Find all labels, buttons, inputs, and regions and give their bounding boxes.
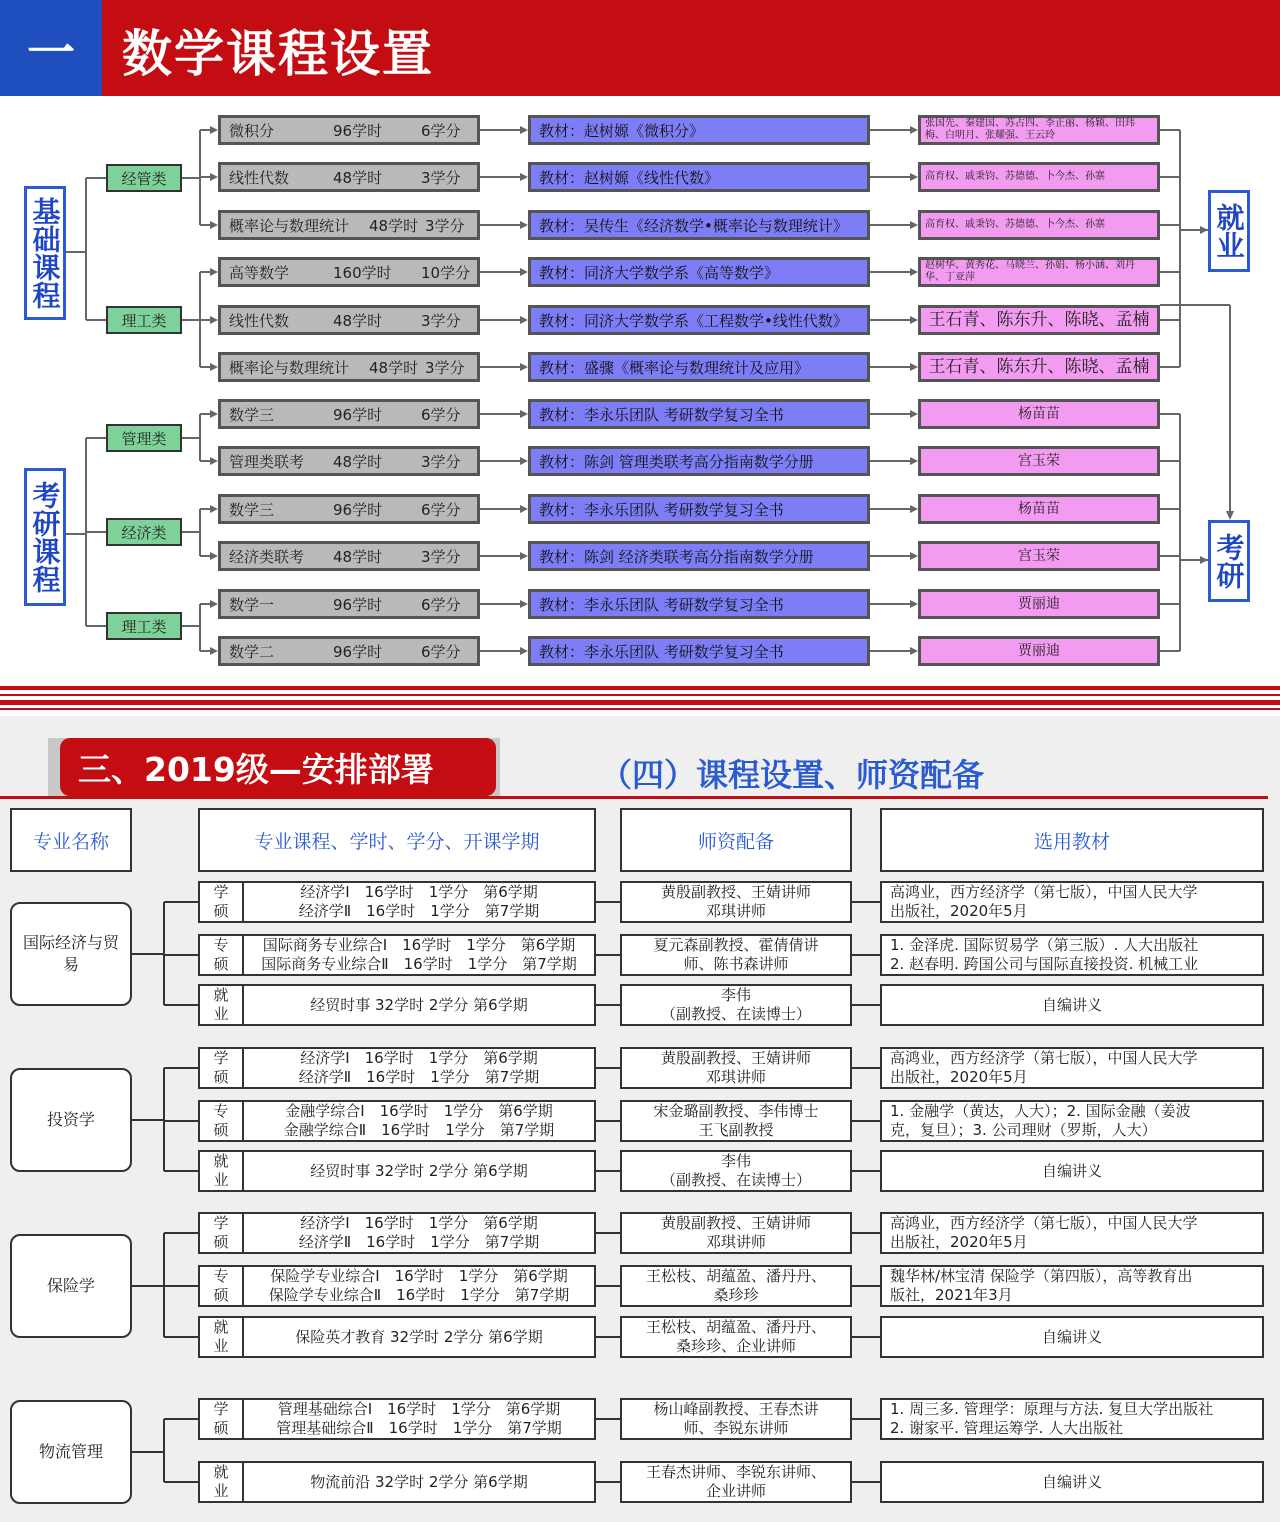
- track-tag-char: 硕: [213, 1121, 229, 1139]
- textbook-line: 自编讲义: [1041, 1327, 1102, 1346]
- track-tag-char: 硕: [213, 1419, 229, 1437]
- arrow-head: [520, 316, 528, 324]
- course-text: [244, 1214, 594, 1252]
- block-postgrad-courses: 考研课程: [24, 468, 66, 606]
- teacher-line: （副教授、在读博士）: [660, 1005, 811, 1023]
- group-econ-mgmt: 经管类: [106, 164, 182, 192]
- track-tag-char: 硕: [213, 902, 229, 920]
- arrow-head: [1226, 511, 1234, 520]
- section-tab-title: 三、2019级—安排部署: [60, 738, 496, 796]
- arrow-head: [910, 363, 918, 371]
- teacher-box: 贾丽迪: [918, 636, 1160, 666]
- section-title: 数学课程设置: [122, 25, 434, 83]
- textbook-box: 教材：同济大学数学系《工程数学•线性代数》: [528, 305, 870, 335]
- course-box: [218, 636, 480, 666]
- course-line: 经济学Ⅰ 16学时 1学分 第6学期: [300, 1049, 538, 1067]
- arrow-head: [520, 457, 528, 465]
- section-divider: [0, 686, 1280, 716]
- course-name: 管理类联考: [229, 452, 305, 471]
- course-hours: 160学时: [333, 263, 392, 282]
- header-teachers: 师资配备: [620, 808, 852, 872]
- course-name: 微积分: [229, 121, 275, 140]
- textbook-line: 高鸿业，西方经济学（第七版），中国人民大学: [890, 1049, 1198, 1067]
- textbook-line: 2. 赵春明. 跨国公司与国际直接投资. 机械工业: [890, 955, 1199, 973]
- group-sci-eng: 理工类: [106, 306, 182, 334]
- track-tag-char: 业: [213, 1005, 229, 1023]
- arrow-head: [520, 173, 528, 181]
- course-hours: 96学时: [333, 595, 383, 614]
- arrow-head: [520, 221, 528, 229]
- track-tag-char: 学: [213, 1049, 229, 1067]
- textbook-box: 教材：同济大学数学系《高等数学》: [528, 257, 870, 287]
- group-economics: 经济类: [106, 518, 182, 546]
- arrow-head: [1200, 226, 1208, 234]
- teacher-line: 黄殷副教授、王婧讲师: [660, 1049, 811, 1067]
- course-box: [218, 541, 480, 571]
- course-line: 保险学专业综合Ⅱ 16学时 1学分 第7学期: [268, 1286, 570, 1304]
- arrow-head: [210, 126, 218, 134]
- course-text: [244, 1463, 594, 1501]
- arrow-head: [520, 126, 528, 134]
- textbook-line: 版社，2021年3月: [890, 1286, 1013, 1304]
- teacher-line: 桑珍珍: [713, 1286, 759, 1304]
- track-tag: [200, 1102, 244, 1140]
- teacher-box: 杨苗苗: [918, 494, 1160, 524]
- course-credit: 3学分: [425, 358, 465, 377]
- arrow-head: [210, 410, 218, 418]
- course-credit: 3学分: [421, 168, 461, 187]
- teacher-cell: [620, 1150, 852, 1192]
- teacher-cell: [620, 1047, 852, 1089]
- course-line: 金融学综合Ⅱ 16学时 1学分 第7学期: [283, 1121, 555, 1139]
- textbook-line: 魏华林/林宝清 保险学（第四版），高等教育出: [890, 1267, 1193, 1285]
- arrow-head: [520, 410, 528, 418]
- track-tag-char: 硕: [213, 1068, 229, 1086]
- teacher-line: 王松枝、胡蕴盈、潘丹丹、: [645, 1267, 826, 1285]
- textbook-cell: [880, 1398, 1264, 1440]
- course-box: [218, 446, 480, 476]
- arrow-head: [1200, 556, 1208, 564]
- track-tag: [200, 1267, 244, 1305]
- teacher-line: 李伟: [720, 1152, 751, 1170]
- course-hours: 48学时: [333, 547, 383, 566]
- arrow-head: [910, 552, 918, 560]
- track-tag-char: 学: [213, 883, 229, 901]
- arrow-head: [910, 316, 918, 324]
- course-line: 经济学Ⅱ 16学时 1学分 第7学期: [298, 1068, 540, 1086]
- arrow-head: [210, 268, 218, 276]
- course-hours: 48学时: [333, 168, 383, 187]
- block-postgrad: 考研: [1208, 520, 1250, 602]
- course-text: [244, 1102, 594, 1140]
- textbook-line: 2. 谢家平. 管理运筹学. 人大出版社: [890, 1419, 1124, 1437]
- course-line: 经济学Ⅰ 16学时 1学分 第6学期: [300, 1214, 538, 1232]
- major-name: 保险学: [10, 1234, 132, 1338]
- course-credit: 6学分: [421, 121, 461, 140]
- course-box: [218, 494, 480, 524]
- course-hours: 48学时: [369, 358, 419, 377]
- teacher-box: 王石青、陈东升、陈晓、孟楠: [918, 305, 1160, 335]
- textbook-box: 教材：赵树嫄《线性代数》: [528, 162, 870, 192]
- arrow-head: [210, 316, 218, 324]
- teacher-line: 企业讲师: [705, 1482, 766, 1500]
- block-basic-courses: 基础课程: [24, 186, 66, 320]
- textbook-box: 教材：盛骤《概率论与数理统计及应用》: [528, 352, 870, 382]
- textbook-line: 出版社，2020年5月: [890, 1068, 1028, 1086]
- course-line: 国际商务专业综合Ⅰ 16学时 1学分 第6学期: [262, 936, 576, 954]
- teacher-line: 邓琪讲师: [705, 1068, 766, 1086]
- course-hours: 48学时: [333, 452, 383, 471]
- arrow-head: [210, 647, 218, 655]
- teacher-cell: [620, 934, 852, 976]
- track-tag-char: 专: [213, 1102, 229, 1120]
- course-line: 经济学Ⅱ 16学时 1学分 第7学期: [298, 902, 540, 920]
- course-row: [198, 1398, 596, 1440]
- course-name: 线性代数: [229, 168, 290, 187]
- course-box: [218, 162, 480, 192]
- course-line: 保险学专业综合Ⅰ 16学时 1学分 第6学期: [270, 1267, 568, 1285]
- course-line: 经济学Ⅱ 16学时 1学分 第7学期: [298, 1233, 540, 1251]
- course-name: 数学二: [229, 642, 275, 661]
- arrow-head: [520, 268, 528, 276]
- track-tag-char: 专: [213, 936, 229, 954]
- course-name: 经济类联考: [229, 547, 305, 566]
- arrangement-section: [0, 716, 1280, 1522]
- course-text: [244, 1400, 594, 1438]
- textbook-cell: [880, 984, 1264, 1026]
- arrow-head: [520, 363, 528, 371]
- textbook-cell: [880, 1100, 1264, 1142]
- textbook-cell: [880, 1150, 1264, 1192]
- textbook-box: 教材：李永乐团队 考研数学复习全书: [528, 589, 870, 619]
- teacher-line: 桑珍珍、企业讲师: [675, 1337, 796, 1355]
- course-credit: 3学分: [421, 311, 461, 330]
- course-line: 物流前沿 32学时 2学分 第6学期: [310, 1472, 528, 1491]
- course-name: 数学三: [229, 405, 275, 424]
- teacher-cell: [620, 1100, 852, 1142]
- course-line: 保险英才教育 32学时 2学分 第6学期: [295, 1327, 543, 1346]
- textbook-cell: [880, 1316, 1264, 1358]
- textbook-cell: [880, 1461, 1264, 1503]
- textbook-box: 教材：赵树嫄《微积分》: [528, 115, 870, 145]
- section-subtitle: （四）课程设置、师资配备: [600, 756, 985, 794]
- teacher-line: 师、李锐东讲师: [683, 1419, 789, 1437]
- arrow-head: [210, 600, 218, 608]
- course-box: [218, 399, 480, 429]
- textbook-box: 教材：吴传生《经济数学•概率论与数理统计》: [528, 210, 870, 240]
- teacher-box: 高育权、戚秉钧、苏德德、卜今杰、孙寨: [918, 210, 1160, 240]
- course-line: 国际商务专业综合Ⅱ 16学时 1学分 第7学期: [261, 955, 577, 973]
- textbook-cell: [880, 934, 1264, 976]
- track-tag-char: 业: [213, 1337, 229, 1355]
- teacher-cell: [620, 984, 852, 1026]
- textbook-line: 1. 金泽虎. 国际贸易学（第三版）. 人大出版社: [890, 936, 1199, 954]
- arrow-head: [210, 363, 218, 371]
- course-name: 线性代数: [229, 311, 290, 330]
- textbook-line: 自编讲义: [1041, 1472, 1102, 1491]
- textbook-box: 教材：李永乐团队 考研数学复习全书: [528, 636, 870, 666]
- arrow-head: [520, 552, 528, 560]
- arrow-head: [910, 600, 918, 608]
- textbook-cell: [880, 1047, 1264, 1089]
- textbook-line: 自编讲义: [1041, 995, 1102, 1014]
- textbook-cell: [880, 881, 1264, 923]
- track-tag-char: 就: [213, 1152, 229, 1170]
- teacher-box: 张国先、秦建国、苏占四、李正丽、杨颖、田玮梅、白明月、张耀强、王云玲: [918, 115, 1160, 145]
- teacher-box: 高育权、戚秉钧、苏德德、卜今杰、孙寨: [918, 162, 1160, 192]
- teacher-line: 邓琪讲师: [705, 1233, 766, 1251]
- course-credit: 6学分: [421, 405, 461, 424]
- teacher-box: 宫玉荣: [918, 541, 1160, 571]
- textbook-box: 教材：李永乐团队 考研数学复习全书: [528, 399, 870, 429]
- track-tag-char: 就: [213, 1318, 229, 1336]
- track-tag: [200, 1214, 244, 1252]
- course-row: [198, 984, 596, 1026]
- course-line: 金融学综合Ⅰ 16学时 1学分 第6学期: [285, 1102, 553, 1120]
- course-chart-section: [0, 0, 1280, 715]
- arrow-head: [520, 600, 528, 608]
- track-tag-char: 学: [213, 1214, 229, 1232]
- textbook-line: 1. 金融学（黄达，人大）；2. 国际金融（姜波: [890, 1102, 1191, 1120]
- course-hours: 96学时: [333, 642, 383, 661]
- teacher-cell: [620, 1265, 852, 1307]
- track-tag: [200, 1400, 244, 1438]
- textbook-line: 高鸿业，西方经济学（第七版），中国人民大学: [890, 1214, 1198, 1232]
- course-hours: 96学时: [333, 405, 383, 424]
- track-tag-char: 业: [213, 1171, 229, 1189]
- course-box: [218, 352, 480, 382]
- course-hours: 48学时: [333, 311, 383, 330]
- course-text: [244, 1152, 594, 1190]
- track-tag-char: 学: [213, 1400, 229, 1418]
- course-credit: 6学分: [421, 642, 461, 661]
- track-tag-char: 就: [213, 1463, 229, 1481]
- track-tag: [200, 1318, 244, 1356]
- header-courses: 专业课程、学时、学分、开课学期: [198, 808, 596, 872]
- course-text: [244, 1049, 594, 1087]
- textbook-line: 高鸿业，西方经济学（第七版），中国人民大学: [890, 883, 1198, 901]
- teacher-cell: [620, 1461, 852, 1503]
- arrow-head: [910, 457, 918, 465]
- arrow-head: [910, 173, 918, 181]
- course-box: [218, 257, 480, 287]
- track-tag: [200, 1463, 244, 1501]
- track-tag: [200, 1152, 244, 1190]
- track-tag-char: 硕: [213, 1233, 229, 1251]
- course-row: [198, 1150, 596, 1192]
- header-major: 专业名称: [10, 808, 132, 872]
- teacher-line: 李伟: [720, 986, 751, 1004]
- textbook-box: 教材：陈剑 经济类联考高分指南数学分册: [528, 541, 870, 571]
- course-name: 数学一: [229, 595, 275, 614]
- arrow-head: [210, 552, 218, 560]
- course-row: [198, 1316, 596, 1358]
- track-tag-char: 就: [213, 986, 229, 1004]
- track-tag-char: 硕: [213, 955, 229, 973]
- arrow-head: [210, 505, 218, 513]
- course-credit: 3学分: [425, 216, 465, 235]
- arrow-head: [210, 173, 218, 181]
- course-line: 经济学Ⅰ 16学时 1学分 第6学期: [300, 883, 538, 901]
- block-employment: 就业: [1208, 190, 1250, 272]
- textbook-line: 出版社，2020年5月: [890, 902, 1028, 920]
- textbook-line: 1. 周三多. 管理学：原理与方法. 复旦大学出版社: [890, 1400, 1214, 1418]
- course-box: [218, 210, 480, 240]
- course-text: [244, 1267, 594, 1305]
- arrow-head: [520, 505, 528, 513]
- track-tag: [200, 986, 244, 1024]
- teacher-line: 邓琪讲师: [705, 902, 766, 920]
- textbook-box: 教材：陈剑 管理类联考高分指南数学分册: [528, 446, 870, 476]
- group-sci-eng-2: 理工类: [106, 612, 182, 640]
- course-credit: 3学分: [421, 452, 461, 471]
- header-textbooks: 选用教材: [880, 808, 1264, 872]
- teacher-line: 黄殷副教授、王婧讲师: [660, 1214, 811, 1232]
- course-name: 高等数学: [229, 263, 290, 282]
- course-text: [244, 986, 594, 1024]
- textbook-box: 教材：李永乐团队 考研数学复习全书: [528, 494, 870, 524]
- course-text: [244, 883, 594, 921]
- course-name: 概率论与数理统计: [229, 358, 350, 377]
- course-name: 概率论与数理统计: [229, 216, 350, 235]
- teacher-cell: [620, 1212, 852, 1254]
- textbook-line: 克，复旦）；3. 公司理财（罗斯，人大）: [890, 1121, 1157, 1139]
- teacher-line: 夏元森副教授、霍倩倩讲: [653, 936, 819, 954]
- course-text: [244, 936, 594, 974]
- track-tag-char: 业: [213, 1482, 229, 1500]
- textbook-cell: [880, 1265, 1264, 1307]
- course-line: 经贸时事 32学时 2学分 第6学期: [310, 1161, 528, 1180]
- section-number: 一: [0, 0, 102, 96]
- course-hours: 96学时: [333, 500, 383, 519]
- course-line: 经贸时事 32学时 2学分 第6学期: [310, 995, 528, 1014]
- course-row: [198, 1100, 596, 1142]
- course-row: [198, 1265, 596, 1307]
- arrow-head: [910, 505, 918, 513]
- major-name: 国际经济与贸易: [10, 902, 132, 1006]
- teacher-line: （副教授、在读博士）: [660, 1171, 811, 1189]
- teacher-cell: [620, 1398, 852, 1440]
- textbook-line: 自编讲义: [1041, 1161, 1102, 1180]
- major-name: 物流管理: [10, 1400, 132, 1504]
- teacher-line: 王松枝、胡蕴盈、潘丹丹、: [645, 1318, 826, 1336]
- track-tag: [200, 1049, 244, 1087]
- course-name: 数学三: [229, 500, 275, 519]
- arrow-head: [910, 126, 918, 134]
- teacher-line: 王春杰讲师、李锐东讲师、: [645, 1463, 826, 1481]
- textbook-line: 出版社，2020年5月: [890, 1233, 1028, 1251]
- arrow-head: [910, 268, 918, 276]
- teacher-line: 黄殷副教授、王婧讲师: [660, 883, 811, 901]
- course-box: [218, 305, 480, 335]
- course-row: [198, 1461, 596, 1503]
- arrow-head: [520, 647, 528, 655]
- course-row: [198, 1047, 596, 1089]
- track-tag-char: 专: [213, 1267, 229, 1285]
- teacher-box: 赵树华、黄秀花、马晓兰、孙娟、杨小涵、刘丹华、丁亚萍: [918, 257, 1160, 287]
- course-line: 管理基础综合Ⅰ 16学时 1学分 第6学期: [277, 1400, 561, 1418]
- group-management: 管理类: [106, 424, 182, 452]
- teacher-box: 宫玉荣: [918, 446, 1160, 476]
- track-tag: [200, 883, 244, 921]
- textbook-cell: [880, 1212, 1264, 1254]
- course-hours: 48学时: [369, 216, 419, 235]
- teacher-box: 王石青、陈东升、陈晓、孟楠: [918, 352, 1160, 382]
- arrow-head: [910, 410, 918, 418]
- arrow-head: [910, 647, 918, 655]
- teacher-box: 杨苗苗: [918, 399, 1160, 429]
- major-name: 投资学: [10, 1068, 132, 1172]
- course-credit: 3学分: [421, 547, 461, 566]
- teacher-line: 王飞副教授: [698, 1121, 774, 1139]
- course-row: [198, 1212, 596, 1254]
- teacher-line: 师、陈书森讲师: [683, 955, 789, 973]
- teacher-line: 杨山峰副教授、王春杰讲: [653, 1400, 819, 1418]
- teacher-cell: [620, 881, 852, 923]
- course-box: [218, 115, 480, 145]
- course-box: [218, 589, 480, 619]
- arrow-head: [210, 457, 218, 465]
- teacher-box: 贾丽迪: [918, 589, 1160, 619]
- course-row: [198, 934, 596, 976]
- course-credit: 10学分: [421, 263, 471, 282]
- course-credit: 6学分: [421, 500, 461, 519]
- arrow-head: [210, 221, 218, 229]
- course-hours: 96学时: [333, 121, 383, 140]
- track-tag-char: 硕: [213, 1286, 229, 1304]
- teacher-line: 宋金璐副教授、李伟博士: [653, 1102, 819, 1120]
- course-credit: 6学分: [421, 595, 461, 614]
- course-text: [244, 1318, 594, 1356]
- track-tag: [200, 936, 244, 974]
- arrow-head: [910, 221, 918, 229]
- course-line: 管理基础综合Ⅱ 16学时 1学分 第7学期: [276, 1419, 562, 1437]
- teacher-cell: [620, 1316, 852, 1358]
- course-row: [198, 881, 596, 923]
